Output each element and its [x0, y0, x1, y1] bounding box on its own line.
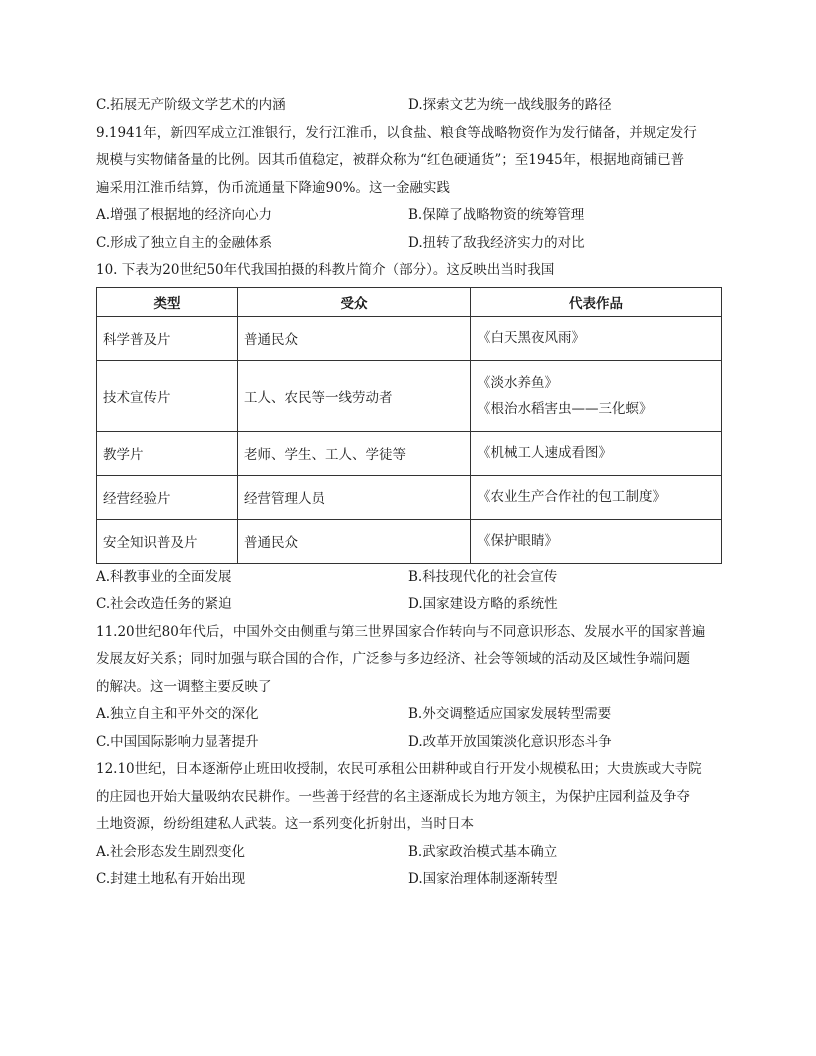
exam-page: [96, 92, 722, 894]
q10-option-a[interactable]: A.科教事业的全面发展: [96, 568, 232, 585]
q12-stem-line: 的庄园也开始大量吸纳农民耕作。一些善于经营的名主逐渐成长为地方领主，为保护庄园利益及争夺: [96, 788, 690, 805]
q11-option-d[interactable]: D.改革开放国策淡化意识形态斗争: [408, 733, 612, 750]
q11-stem-line: 11.20世纪80年代后，中国外交由侧重与第三世界国家合作转向与不同意识形态、发展水平的国家普遍: [96, 623, 706, 640]
cell-audience: 普通民众: [238, 519, 471, 563]
table-row: [97, 360, 722, 431]
q11-options-row-ab: [96, 701, 722, 729]
q8-option-c[interactable]: C.拓展无产阶级文学艺术的内涵: [96, 97, 286, 113]
q11-stem: [96, 619, 722, 702]
cell-audience: 普通民众: [238, 316, 471, 360]
cell-type: 科学普及片: [97, 316, 238, 360]
q11-option-b[interactable]: B.外交调整适应国家发展转型需要: [408, 706, 612, 722]
cell-works: [471, 475, 722, 519]
cell-audience: 老师、学生、工人、学徒等: [238, 431, 471, 475]
work-title: 《机械工人速成看图》: [477, 445, 612, 461]
q9-stem: [96, 120, 722, 203]
q12-option-b[interactable]: B.武家政治模式基本确立: [408, 843, 558, 860]
cell-works: [471, 360, 722, 431]
q9-option-b[interactable]: B.保障了战略物资的统筹管理: [408, 207, 585, 223]
table-header-row: [97, 287, 722, 316]
q9-stem-line: 规模与实物储备量的比例。因其币值稳定，被群众称为“红色硬通货”；至1945年，根据地商铺已普: [96, 152, 685, 168]
q11-stem-line: 的解决。这一调整主要反映了: [96, 678, 272, 695]
cell-audience: 工人、农民等一线劳动者: [238, 360, 471, 431]
q9-stem-line: 遍采用江淮币结算，伪币流通量下降逾90%。这一金融实践: [96, 179, 451, 196]
cell-type: 技术宣传片: [97, 360, 238, 431]
work-title: 《白天黑夜风雨》: [477, 330, 585, 346]
cell-type: 安全知识普及片: [97, 519, 238, 563]
q8-option-d[interactable]: D.探索文艺为统一战线服务的路径: [408, 97, 612, 113]
q9-options-row-cd: [96, 230, 722, 258]
cell-works: [471, 431, 722, 475]
q9-option-c[interactable]: C.形成了独立自主的金融体系: [96, 234, 273, 251]
cell-type: 经营经验片: [97, 475, 238, 519]
cell-works: [471, 519, 722, 563]
table-header-type: 类型: [97, 287, 238, 316]
cell-works: [471, 316, 722, 360]
q12-options-row-ab: [96, 839, 722, 867]
q12-options-row-cd: [96, 866, 722, 894]
q9-option-d[interactable]: D.扭转了敌我经济实力的对比: [408, 234, 585, 251]
q10-option-b[interactable]: B.科技现代化的社会宣传: [408, 568, 558, 585]
q11-options-row-cd: [96, 729, 722, 757]
q10-options-row-cd: [96, 591, 722, 619]
q8-options-row-cd: [96, 92, 722, 120]
q9-options-row-ab: [96, 202, 722, 230]
q9-option-a[interactable]: A.增强了根据地的经济向心力: [96, 207, 273, 223]
table-row: [97, 316, 722, 360]
q10-option-c[interactable]: C.社会改造任务的紧迫: [96, 596, 232, 612]
q12-option-d[interactable]: D.国家治理体制逐渐转型: [408, 871, 558, 887]
cell-type: 教学片: [97, 431, 238, 475]
q12-stem-line: 12.10世纪，日本逐渐停止班田收授制，农民可承租公田耕种或自行开发小规模私田；大贵族或大寺院: [96, 761, 702, 777]
table-row: [97, 431, 722, 475]
q11-stem-line: 发展友好关系；同时加强与联合国的合作，广泛参与多边经济、社会等领域的活动及区域性争端问题: [96, 651, 690, 667]
work-title: 《保护眼睛》: [477, 533, 558, 549]
q10-stem: 10. 下表为20世纪50年代我国拍摄的科教片简介（部分）。这反映出当时我国: [96, 262, 555, 278]
work-title: 《淡水养鱼》: [477, 374, 558, 391]
table-row: [97, 475, 722, 519]
q12-option-a[interactable]: A.社会形态发生剧烈变化: [96, 843, 246, 860]
q11-option-c[interactable]: C.中国国际影响力显著提升: [96, 733, 259, 750]
q9-stem-line: 9.1941年，新四军成立江淮银行，发行江淮币，以食盐、粮食等战略物资作为发行储备，并规定发行: [96, 124, 697, 141]
q10-options-row-ab: [96, 564, 722, 592]
q12-stem-line: 土地资源，纷纷组建私人武装。这一系列变化折射出，当时日本: [96, 816, 474, 832]
q12-option-c[interactable]: C.封建土地私有开始出现: [96, 871, 246, 887]
table-header-audience: 受众: [238, 287, 471, 316]
q12-stem: [96, 756, 722, 839]
q10-option-d[interactable]: D.国家建设方略的系统性: [408, 596, 558, 612]
q10-table: [96, 287, 722, 564]
table-header-works: 代表作品: [471, 287, 722, 316]
cell-audience: 经营管理人员: [238, 475, 471, 519]
work-title: 《农业生产合作社的包工制度》: [477, 489, 666, 505]
work-title: 《根治水稻害虫——三化螟》: [477, 400, 653, 417]
q11-option-a[interactable]: A.独立自主和平外交的深化: [96, 706, 259, 722]
table-row: [97, 519, 722, 563]
